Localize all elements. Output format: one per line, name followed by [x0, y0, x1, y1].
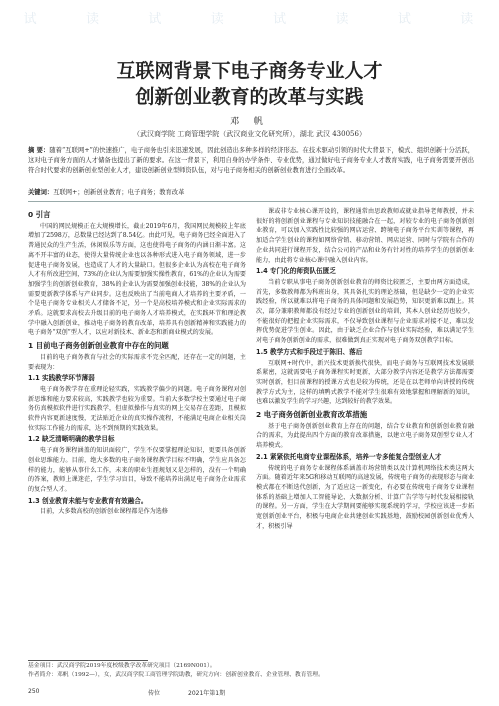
keywords-label: 关键词： — [28, 189, 54, 196]
footnote-divider — [28, 660, 148, 661]
abstract — [28, 146, 474, 176]
watermark-text: 读 — [460, 12, 476, 27]
section-heading: 1.5 教学方式和手段过于陈旧、落后 — [256, 347, 363, 356]
keywords-text: 互联网+；创新创业教育；电子商务；教育改革 — [53, 189, 185, 196]
section-heading: 1.4 专门化的师资队伍匮乏 — [256, 267, 336, 276]
left-column — [28, 207, 246, 517]
section-heading: 0 引言 — [28, 210, 51, 219]
watermark-text: 试 — [148, 12, 164, 27]
watermark-text: 试 — [23, 12, 39, 27]
watermark-text: 读 — [210, 12, 226, 27]
watermark-text: 试 — [397, 12, 413, 27]
body-paragraph: 电子商务教学存在重理论轻实践，实践教学偏少的问题。电子商务课程对创新思维和能力要求较高，实践教学也较为重要。当前大多数学校主要通过电子商务仿真模拟软件进行实践教学，但虚拟操作与真实的网上交易存在差距，且模拟软件内容更新速度慢，无法贴近企业的真实操作流程，不能满足电商企业相关岗位实际工作能力的需求，达不到预期的实践效果。 — [28, 385, 246, 432]
footnote-funding: 基金项目：武汉商学院2019年度校级教学改革研究项目（2169N001）。 — [28, 663, 216, 669]
paper-title-line1: 互联网背景下电子商务专业人才 — [116, 60, 383, 82]
abstract-label: 摘 要： — [28, 147, 50, 154]
author-affiliation: （武汉商学院 工商管理学院（武汉商业文化研究所），湖北 武汉 430056） — [133, 130, 366, 138]
body-paragraph: 课或非专业核心课开设的，课程通常由思政教师或就业指导老师教授，并未很好的将创新创业课程与专业知识技能融合在一起，对较专业的电子商务创新创业教育，可以加入实践性比较强的网店运营、跨境电子商务平台实训等课程，再加适合学生创业的课程如网络营销、移动营销、网店运营、同时与学院有合作的企业共同进行课程开发，结合公司的产品和业务有针对性的培养学生的创新创业能力，由此将专业核心课中融入创业内容。 — [256, 208, 474, 264]
body-paragraph: 基于电子商务创新创业教育上存在的问题，结合专业教育和创新创业教育融合的需求，为此提出四个方面的教育改革措施，以建立电子商务双创型专业人才培养模式。 — [256, 422, 474, 450]
body-paragraph: 目前的电子商务教育与社会的实际需求不完全匹配，还存在一定的问题，主要表现为： — [28, 353, 246, 371]
body-paragraph: 电子商务课程涵盖的知识面较广，学生不仅要掌握理论知识，更要具备创新创业思维能力。目前，绝大多数的电子商务课程教学目标不明确，学生应具备怎样的能力，能够从事什么工作，未来的职业生涯规划又是怎样的，没有一个明确的答案，教师上课迷茫，学生学习盲目，导致不能培养出满足电子商务企业需求的复合型人才。 — [28, 447, 246, 493]
watermark-text: 试 — [273, 12, 289, 27]
watermark-text: 读 — [335, 12, 351, 27]
abstract-text: 随着“互联网+”的快速推广，电子商务也引来迅速发展，因此创造出多种多样的经济形态。在技术驱动引领的时代大背景下，模式、组织创新十分活跃，这对电子商务方面的人才储备也提出了新的要求。在这一背景下，利用自身的办学条件、专业优势，通过做好电子商务专业人才教育实践，电子商务需要开创出符合时代要求的创新创业型创业人才，建设创新创业型师资队伍，对与电子商务相关的创新创业教育进行全面改革。 — [28, 147, 474, 174]
body-paragraph: 目前，大多数高校的创新创业课程都是作为选修 — [40, 508, 168, 516]
section-heading: 1.2 缺乏清晰明确的教学目标 — [28, 435, 115, 444]
journal-name: 传位 — [148, 690, 161, 697]
body-paragraph: 互联网+时代中，新兴技术更新换代很快，而电子商务与互联网技术发展联系紧密，这就需要电子商务课程实时更新，大部分教学内容还是教学方法都需要实时创新，但目前课程的授课方式也是较为传统，还是在以老师单向讲授的传统教学方式为主，这样的填鸭式教学不能对学生很难有效地掌握和理解新的知识，也难以激发学生的学习兴趣，达到较好的教学效果。 — [256, 359, 474, 406]
section-heading: 1 目前电子商务创新创业教育中存在的问题 — [28, 341, 169, 351]
body-paragraph: 传统的电子商务专业课程体系涵盖市场营销类以及计算机网络技术类这两大方面。随着近年来5G和移动互联网的高速发展，传统电子商务的表现形态与商业模式都在不断迭代创新，为了适应这一新变化，有必要在传统电子商务专业课程体系的基础上增加人工智能导论、大数据分析、计算广告学等与时代发展相接轨的课程。另一方面，学生在大学期间要能够实现系统的学习，学校应该进一步拓宽创新创业平台，积极与电商企业共建创业实践基地，鼓励校园创新创业优秀人才，积极引导 — [256, 464, 474, 530]
header-divider — [28, 201, 474, 202]
watermark-row — [0, 8, 499, 27]
journal-issue: 2021年第1期 — [188, 690, 226, 697]
section-heading: 2.1 紧紧依托电商专业课程体系，培养一专多能复合型创业人才 — [256, 452, 442, 461]
body-paragraph: 当前专职从事电子商务创新创业教育的师资比较匮乏，主要由两方面造成，首先，多数教师都为科班出身，其具备扎实的理论基础，但是缺少一定的企业实践经验，所以就难以将电子商务的具体问题和发展趋势，知识更新难以跟上。其次，部分兼职教师都没有经过专业的创新创业的培训，其本人创业经历也较少，不能很好的把握企业实际需求，不仅导致创业课程与企业需求对接不足，难以发挥优势促进学生创业。因此，由于缺乏企业合作与创业实际经验，难以满足学生对电子商务创新创业的需求，很难做到真正实现对电子商务双创教学目标。 — [256, 278, 474, 345]
author-name: 邓 帆 — [230, 117, 269, 127]
body-paragraph: 中国的网民规模正在大规模增长，截止2019年6月，我国网民规模较上年底增加了2598万，总数量已经达到了8.54亿。由此可见，电子商务已经全面进入了普通民众的生产生活，休闲娱乐等方面，这也使得电子商务的内涵日渐丰富。这离不开丰富的业态，使得大量传统企业也以各种形式进入电子商务领域，进一步促进电子商务发展，也造成了人才的大量缺口。但很多企业认为高校在电子商务人才有所改进空间，73%的企业认为需要加强实操性教育，61%的企业认为需要加强学生的创新创业教育，38%的企业认为需要加强创业技能，38%的企业认为需要更新教学体系与产业同步。这也反映出了当前电商人才培养的主要矛盾，一个是电子商务专业相关人才储备不足，另一个是高校培养模式和企业实际需求的矛盾。这就要求高校去升级目前的电子商务人才培养模式，在实践环节和理论教学中融入创新创业，推动电子商务的教育改革，培养具有创新精神和实践能力的电子商务“双创”型人才，以应对新技术、新业态和新商业模式的发展。 — [28, 222, 246, 337]
keywords — [28, 188, 474, 198]
page-number: 250 — [28, 688, 40, 695]
right-column — [256, 207, 474, 532]
section-heading: 1.3 创业教育未能与专业教育有效融合。 — [28, 496, 148, 505]
section-heading: 2 电子商务创新创业教育改革措施 — [256, 410, 368, 420]
watermark-text: 读 — [86, 12, 102, 27]
footnote-author-bio: 作者简介：邓帆（1992—），女，武汉商学院工商管理学院助教，研究方向：创新创业教育、企业管理、教育管理。 — [28, 672, 324, 678]
section-heading: 1.1 实践教学环节薄弱 — [28, 374, 95, 383]
paper-title-line2: 创新创业教育的改革与实践 — [135, 86, 364, 108]
page-footer — [28, 688, 474, 695]
